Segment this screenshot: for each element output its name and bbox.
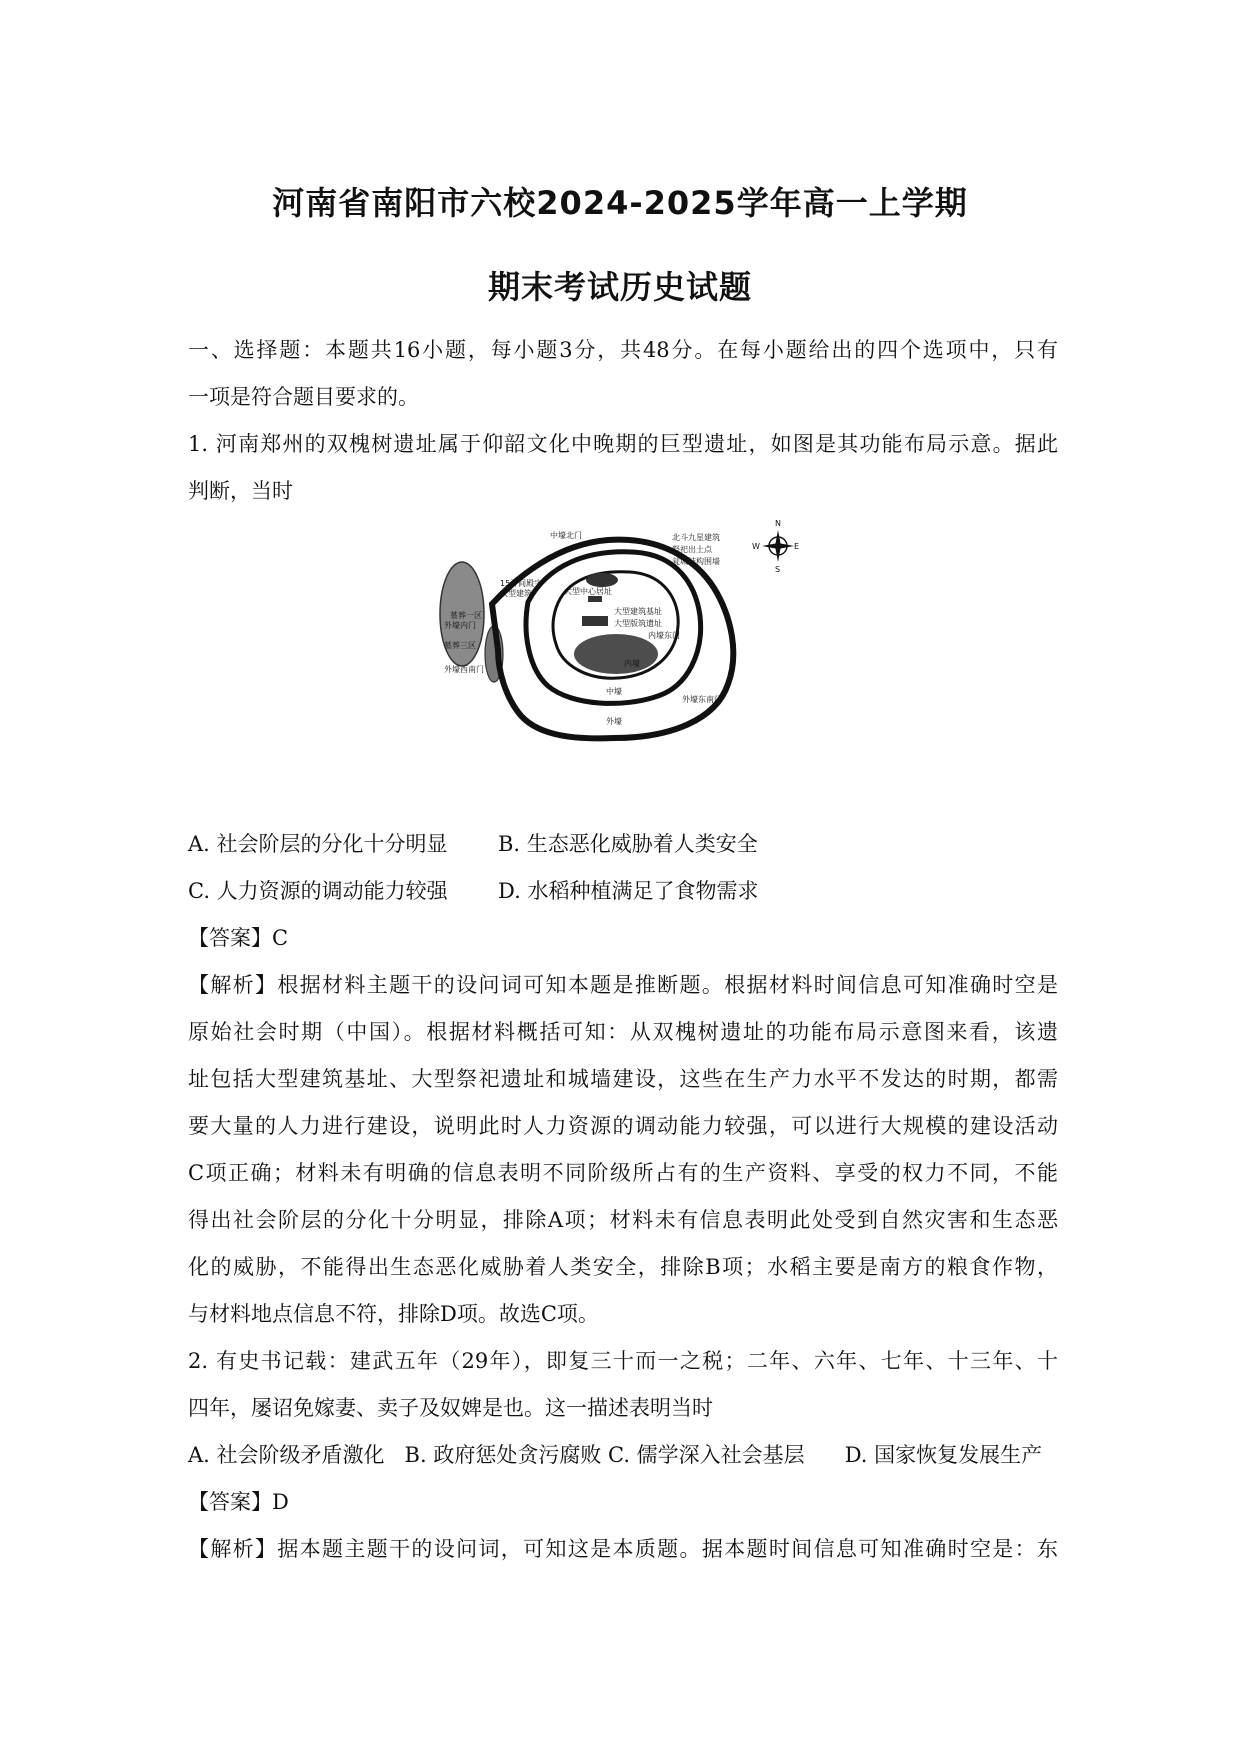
question2-options: A. 社会阶级矛盾激化 B. 政府惩处贪污腐败 C. 儒学深入社会基层 D. 国家恢复发展生产 bbox=[188, 1443, 1043, 1467]
exam-title-line1: 河南省南阳市六校2024-2025学年高一上学期 bbox=[272, 184, 968, 222]
exam-title-line2: 期末考试历史试题 bbox=[487, 268, 752, 306]
compass-rose-icon bbox=[752, 519, 799, 574]
outer-inner-gate-label: 外壕内门 bbox=[444, 621, 476, 630]
inner-east-gate-label: 内壕东门 bbox=[648, 631, 680, 640]
question2-answer: 【答案】D bbox=[188, 1490, 289, 1514]
cemetery3-label: 墓葬三区 bbox=[444, 641, 476, 650]
compass-s-label: S bbox=[775, 565, 781, 574]
question1-option-a: A. 社会阶层的分化十分明显 bbox=[188, 832, 448, 856]
section-instructions-line2: 一项是符合题目要求的。 bbox=[188, 385, 419, 409]
compass-w-label: W bbox=[752, 542, 760, 551]
site-layout-diagram bbox=[438, 516, 798, 806]
question1-analysis-line5: C项正确；材料未有明确的信息表明不同阶级所占有的生产资料、享受的权力不同，不能 bbox=[188, 1161, 1058, 1185]
compass-e-label: E bbox=[794, 542, 800, 551]
compass-n-label: N bbox=[775, 519, 781, 528]
question2-stem-line2: 四年，屡诏免嫁妻、卖子及奴婢是也。这一描述表明当时 bbox=[188, 1396, 713, 1420]
question1-analysis-line4: 要大量的人力进行建设，说明此时人力资源的调动能力较强，可以进行大规模的建设活动 bbox=[188, 1114, 1058, 1138]
outer-sw-gate-label: 外壕西南门 bbox=[444, 665, 484, 674]
question1-stem-line1: 1. 河南郑州的双槐树遗址属于仰韶文化中晚期的巨型遗址，如图是其功能布局示意。据此 bbox=[188, 432, 1058, 456]
cemetery1-label: 墓葬一区 bbox=[450, 611, 482, 620]
sacrifice-label: 祭祀出土点 bbox=[672, 545, 712, 554]
question1-analysis-line7: 化的威胁，不能得出生态恶化威胁着人类安全，排除B项；水稻主要是南方的粮食作物， bbox=[188, 1255, 1058, 1279]
question1-option-b: B. 生态恶化威胁着人类安全 bbox=[498, 832, 758, 856]
question1-stem-line2: 判断，当时 bbox=[188, 479, 293, 503]
question1-analysis-line3: 址包括大型建筑基址、大型祭祀遗址和城墙建设，这些在生产力水平不发达的时期，都需 bbox=[188, 1067, 1058, 1091]
question1-analysis-line1: 【解析】根据材料主题干的设问词可知本题是推断题。根据材料时间信息可知准确时空是 bbox=[188, 973, 1058, 997]
plaza-area bbox=[574, 634, 658, 674]
outer-moat-label: 外壕 bbox=[606, 717, 622, 726]
inner-moat-label: 内壕 bbox=[624, 659, 640, 668]
question1-option-c: C. 人力资源的调动能力较强 bbox=[188, 879, 448, 903]
beidou-label: 北斗九星建筑 bbox=[672, 533, 720, 542]
big-plaza-label: 大型版筑遗址 bbox=[614, 619, 662, 628]
middle-moat-label: 中壕 bbox=[606, 687, 622, 696]
section-instructions-line1: 一、选择题：本题共16小题，每小题3分，共48分。在每小题给出的四个选项中，只有 bbox=[188, 338, 1058, 362]
question2-analysis-line1: 【解析】据本题主题干的设问词，可知这是本质题。据本题时间信息可知准确时空是：东 bbox=[188, 1537, 1058, 1561]
building15-label: 15开间殿宇 bbox=[500, 579, 543, 588]
center-residence-marker bbox=[588, 596, 602, 602]
beidou-building-marker bbox=[586, 573, 618, 587]
question1-option-d: D. 水稻种植满足了食物需求 bbox=[498, 879, 759, 903]
outer-se-gate-label: 外壕东南门 bbox=[682, 695, 722, 704]
question1-analysis-line6: 得出社会阶层的分化十分明显，排除A项；材料未有信息表明此处受到自然灾害和生态恶 bbox=[188, 1208, 1058, 1232]
question1-analysis-line2: 原始社会时期（中国）。根据材料概括可知：从双槐树遗址的功能布局示意图来看，该遗 bbox=[188, 1020, 1058, 1044]
question1-answer: 【答案】C bbox=[188, 926, 289, 950]
big-base-marker bbox=[582, 616, 608, 626]
big-building-label: 大型建筑 bbox=[500, 589, 532, 598]
wall-label: 瓮城结构围墙 bbox=[672, 557, 720, 566]
big-base-label: 大型建筑基址 bbox=[614, 607, 662, 616]
question1-analysis-line8: 与材料地点信息不符，排除D项。故选C项。 bbox=[188, 1302, 599, 1326]
question2-stem-line1: 2. 有史书记载：建武五年（29年），即复三十而一之税；二年、六年、七年、十三年、十 bbox=[188, 1349, 1058, 1373]
center-residence-label: 大型中心居址 bbox=[564, 587, 612, 596]
middle-north-gate-label: 中壕北门 bbox=[550, 531, 582, 540]
